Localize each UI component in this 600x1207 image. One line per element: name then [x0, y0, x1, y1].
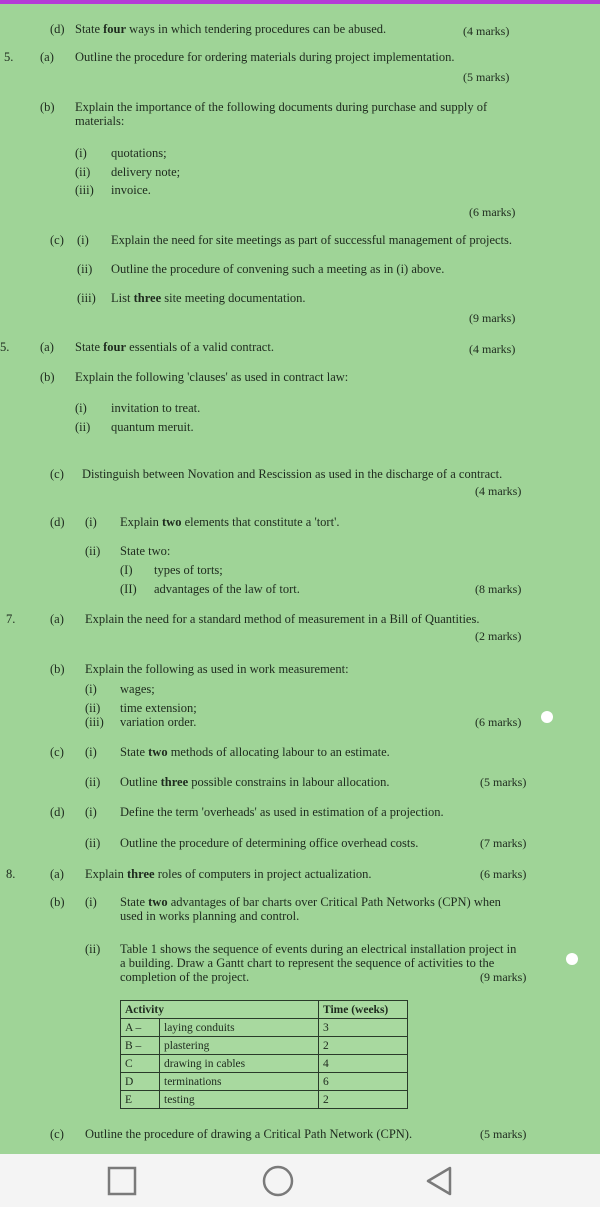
q6d-ii-II-text: advantages of the law of tort.: [154, 582, 300, 596]
q6d-ii-II-label: (II): [120, 582, 137, 596]
q6-num: 5.: [0, 340, 10, 354]
q7c-ii-label: (ii): [85, 775, 101, 789]
table-row: [121, 1073, 408, 1091]
circle-icon: [260, 1164, 300, 1198]
q5c-ii-text: Outline the procedure of convening such a meeting as in (i) above.: [111, 262, 445, 276]
q6d-i-label: (i): [85, 515, 97, 529]
q7b-label: (b): [50, 662, 65, 676]
q5b-text2: materials:: [75, 114, 125, 128]
triangle-back-icon: [420, 1164, 460, 1198]
q7b-i-label: (i): [85, 682, 97, 696]
q7b-text: Explain the following as used in work measurement:: [85, 662, 349, 676]
q6c-label: (c): [50, 467, 64, 481]
q7b-marks: (6 marks): [475, 715, 522, 729]
q7d-marks: (7 marks): [480, 836, 527, 850]
q7d-i-text: Define the term 'overheads' as used in estimation of a projection.: [120, 805, 444, 819]
activity-name: drawing in cables: [160, 1055, 319, 1073]
activity-code: C: [121, 1055, 160, 1073]
q6b-i-text: invitation to treat.: [111, 401, 201, 415]
recents-button[interactable]: [105, 1164, 145, 1198]
q7d-label: (d): [50, 805, 65, 819]
activity-name: plastering: [160, 1037, 319, 1055]
q8b-ii-text3: completion of the project.: [120, 970, 250, 984]
q8c-text: Outline the procedure of drawing a Critical Path Network (CPN).: [85, 1127, 413, 1141]
q6c-marks: (4 marks): [475, 484, 522, 498]
activity-time: 2: [319, 1037, 408, 1055]
q8c-marks: (5 marks): [480, 1127, 527, 1141]
back-button[interactable]: [420, 1164, 460, 1198]
q8b-ii-text2: a building. Draw a Gantt chart to represent the sequence of activities to the: [120, 956, 495, 970]
table-row: [121, 1037, 408, 1055]
activity-name: terminations: [160, 1073, 319, 1091]
q5b-marks: (6 marks): [469, 205, 516, 219]
q7c-i-label: (i): [85, 745, 97, 759]
activity-time: 3: [319, 1019, 408, 1037]
q5c-iii-label: (iii): [77, 291, 96, 305]
q6a-label: (a): [40, 340, 54, 354]
table-row: [121, 1019, 408, 1037]
q6d-ii-I-label: (I): [120, 563, 133, 577]
q7b-ii-text: time extension;: [120, 701, 197, 715]
q6b-label: (b): [40, 370, 55, 384]
activity-name: laying conduits: [160, 1019, 319, 1037]
q5b-i-text: quotations;: [111, 146, 167, 160]
q7-num: 7.: [6, 612, 16, 626]
q6a-text: State four essentials of a valid contract.: [75, 340, 274, 354]
q7a-marks: (2 marks): [475, 629, 522, 643]
q8b-i-text1: State two advantages of bar charts over Critical Path Networks (CPN) when: [120, 895, 501, 909]
table-row: [121, 1055, 408, 1073]
q5c-i-text: Explain the need for site meetings as part of successful management of projects.: [111, 233, 513, 247]
q5a-label: (a): [40, 50, 54, 64]
q6b-ii-label: (ii): [75, 420, 91, 434]
q7c-marks: (5 marks): [480, 775, 527, 789]
q6b-i-label: (i): [75, 401, 87, 415]
q7b-ii-label: (ii): [85, 701, 101, 715]
q6a-marks: (4 marks): [469, 342, 516, 356]
floating-dot: [541, 711, 553, 723]
table-row: [121, 1091, 408, 1109]
q6d-ii-I-text: types of torts;: [154, 563, 223, 577]
exam-page: [0, 4, 600, 1154]
q6c-text: Distinguish between Novation and Rescission as used in the discharge of a contract.: [82, 467, 503, 481]
q7d-ii-label: (ii): [85, 836, 101, 850]
q5b-text1: Explain the importance of the following documents during purchase and supply of: [75, 100, 488, 114]
q5b-label: (b): [40, 100, 55, 114]
q7a-label: (a): [50, 612, 64, 626]
q8b-label: (b): [50, 895, 65, 909]
q7b-iii-text: variation order.: [120, 715, 197, 729]
android-nav-bar: [0, 1154, 600, 1207]
q6d-ii-text: State two:: [120, 544, 171, 558]
q8b-i-text2: used in works planning and control.: [120, 909, 300, 923]
activity-time: 6: [319, 1073, 408, 1091]
q8b-i-label: (i): [85, 895, 97, 909]
activity-code: B –: [121, 1037, 160, 1055]
q5b-i-label: (i): [75, 146, 87, 160]
q8b-marks: (9 marks): [480, 970, 527, 984]
activity-code: E: [121, 1091, 160, 1109]
square-icon: [105, 1164, 145, 1198]
header-time: Time (weeks): [319, 1001, 408, 1019]
q4d-marks: (4 marks): [463, 24, 510, 38]
q4d-text: State four ways in which tendering procedures can be abused.: [75, 22, 387, 36]
activity-time: 2: [319, 1091, 408, 1109]
q8b-ii-text1: Table 1 shows the sequence of events during an electrical installation project in: [120, 942, 517, 956]
q5c-label: (c): [50, 233, 64, 247]
q8a-marks: (6 marks): [480, 867, 527, 881]
q8a-text: Explain three roles of computers in project actualization.: [85, 867, 372, 881]
q5c-iii-text: List three site meeting documentation.: [111, 291, 306, 305]
table-header-row: [121, 1001, 408, 1019]
q6d-i-text: Explain two elements that constitute a 'tort'.: [120, 515, 340, 529]
activity-time: 4: [319, 1055, 408, 1073]
q5b-ii-text: delivery note;: [111, 165, 181, 179]
q5a-text: Outline the procedure for ordering materials during project implementation.: [75, 50, 455, 64]
q5b-iii-text: invoice.: [111, 183, 151, 197]
q7c-ii-text: Outline three possible constrains in labour allocation.: [120, 775, 390, 789]
q5b-ii-label: (ii): [75, 165, 91, 179]
activity-code: A –: [121, 1019, 160, 1037]
q6b-text: Explain the following 'clauses' as used in contract law:: [75, 370, 349, 384]
home-button[interactable]: [260, 1164, 300, 1198]
q6b-ii-text: quantum meruit.: [111, 420, 194, 434]
activity-table: [120, 1000, 408, 1109]
q8-num: 8.: [6, 867, 16, 881]
q6d-label: (d): [50, 515, 65, 529]
activity-name: testing: [160, 1091, 319, 1109]
q5c-i-label: (i): [77, 233, 89, 247]
q8a-label: (a): [50, 867, 64, 881]
q6d-ii-label: (ii): [85, 544, 101, 558]
q7c-label: (c): [50, 745, 64, 759]
q5c-marks: (9 marks): [469, 311, 516, 325]
q4d-label: (d): [50, 22, 65, 36]
q7a-text: Explain the need for a standard method of measurement in a Bill of Quantities.: [85, 612, 480, 626]
q5-num: 5.: [4, 50, 14, 64]
q6d-marks: (8 marks): [475, 582, 522, 596]
q7d-i-label: (i): [85, 805, 97, 819]
q7b-i-text: wages;: [120, 682, 155, 696]
q8c-label: (c): [50, 1127, 64, 1141]
floating-dot: [566, 953, 578, 965]
q5b-iii-label: (iii): [75, 183, 94, 197]
q7b-iii-label: (iii): [85, 715, 104, 729]
q7c-i-text: State two methods of allocating labour to an estimate.: [120, 745, 390, 759]
header-activity: Activity: [121, 1001, 319, 1019]
q8b-ii-label: (ii): [85, 942, 101, 956]
activity-code: D: [121, 1073, 160, 1091]
q5c-ii-label: (ii): [77, 262, 93, 276]
q7d-ii-text: Outline the procedure of determining office overhead costs.: [120, 836, 419, 850]
q5a-marks: (5 marks): [463, 70, 510, 84]
